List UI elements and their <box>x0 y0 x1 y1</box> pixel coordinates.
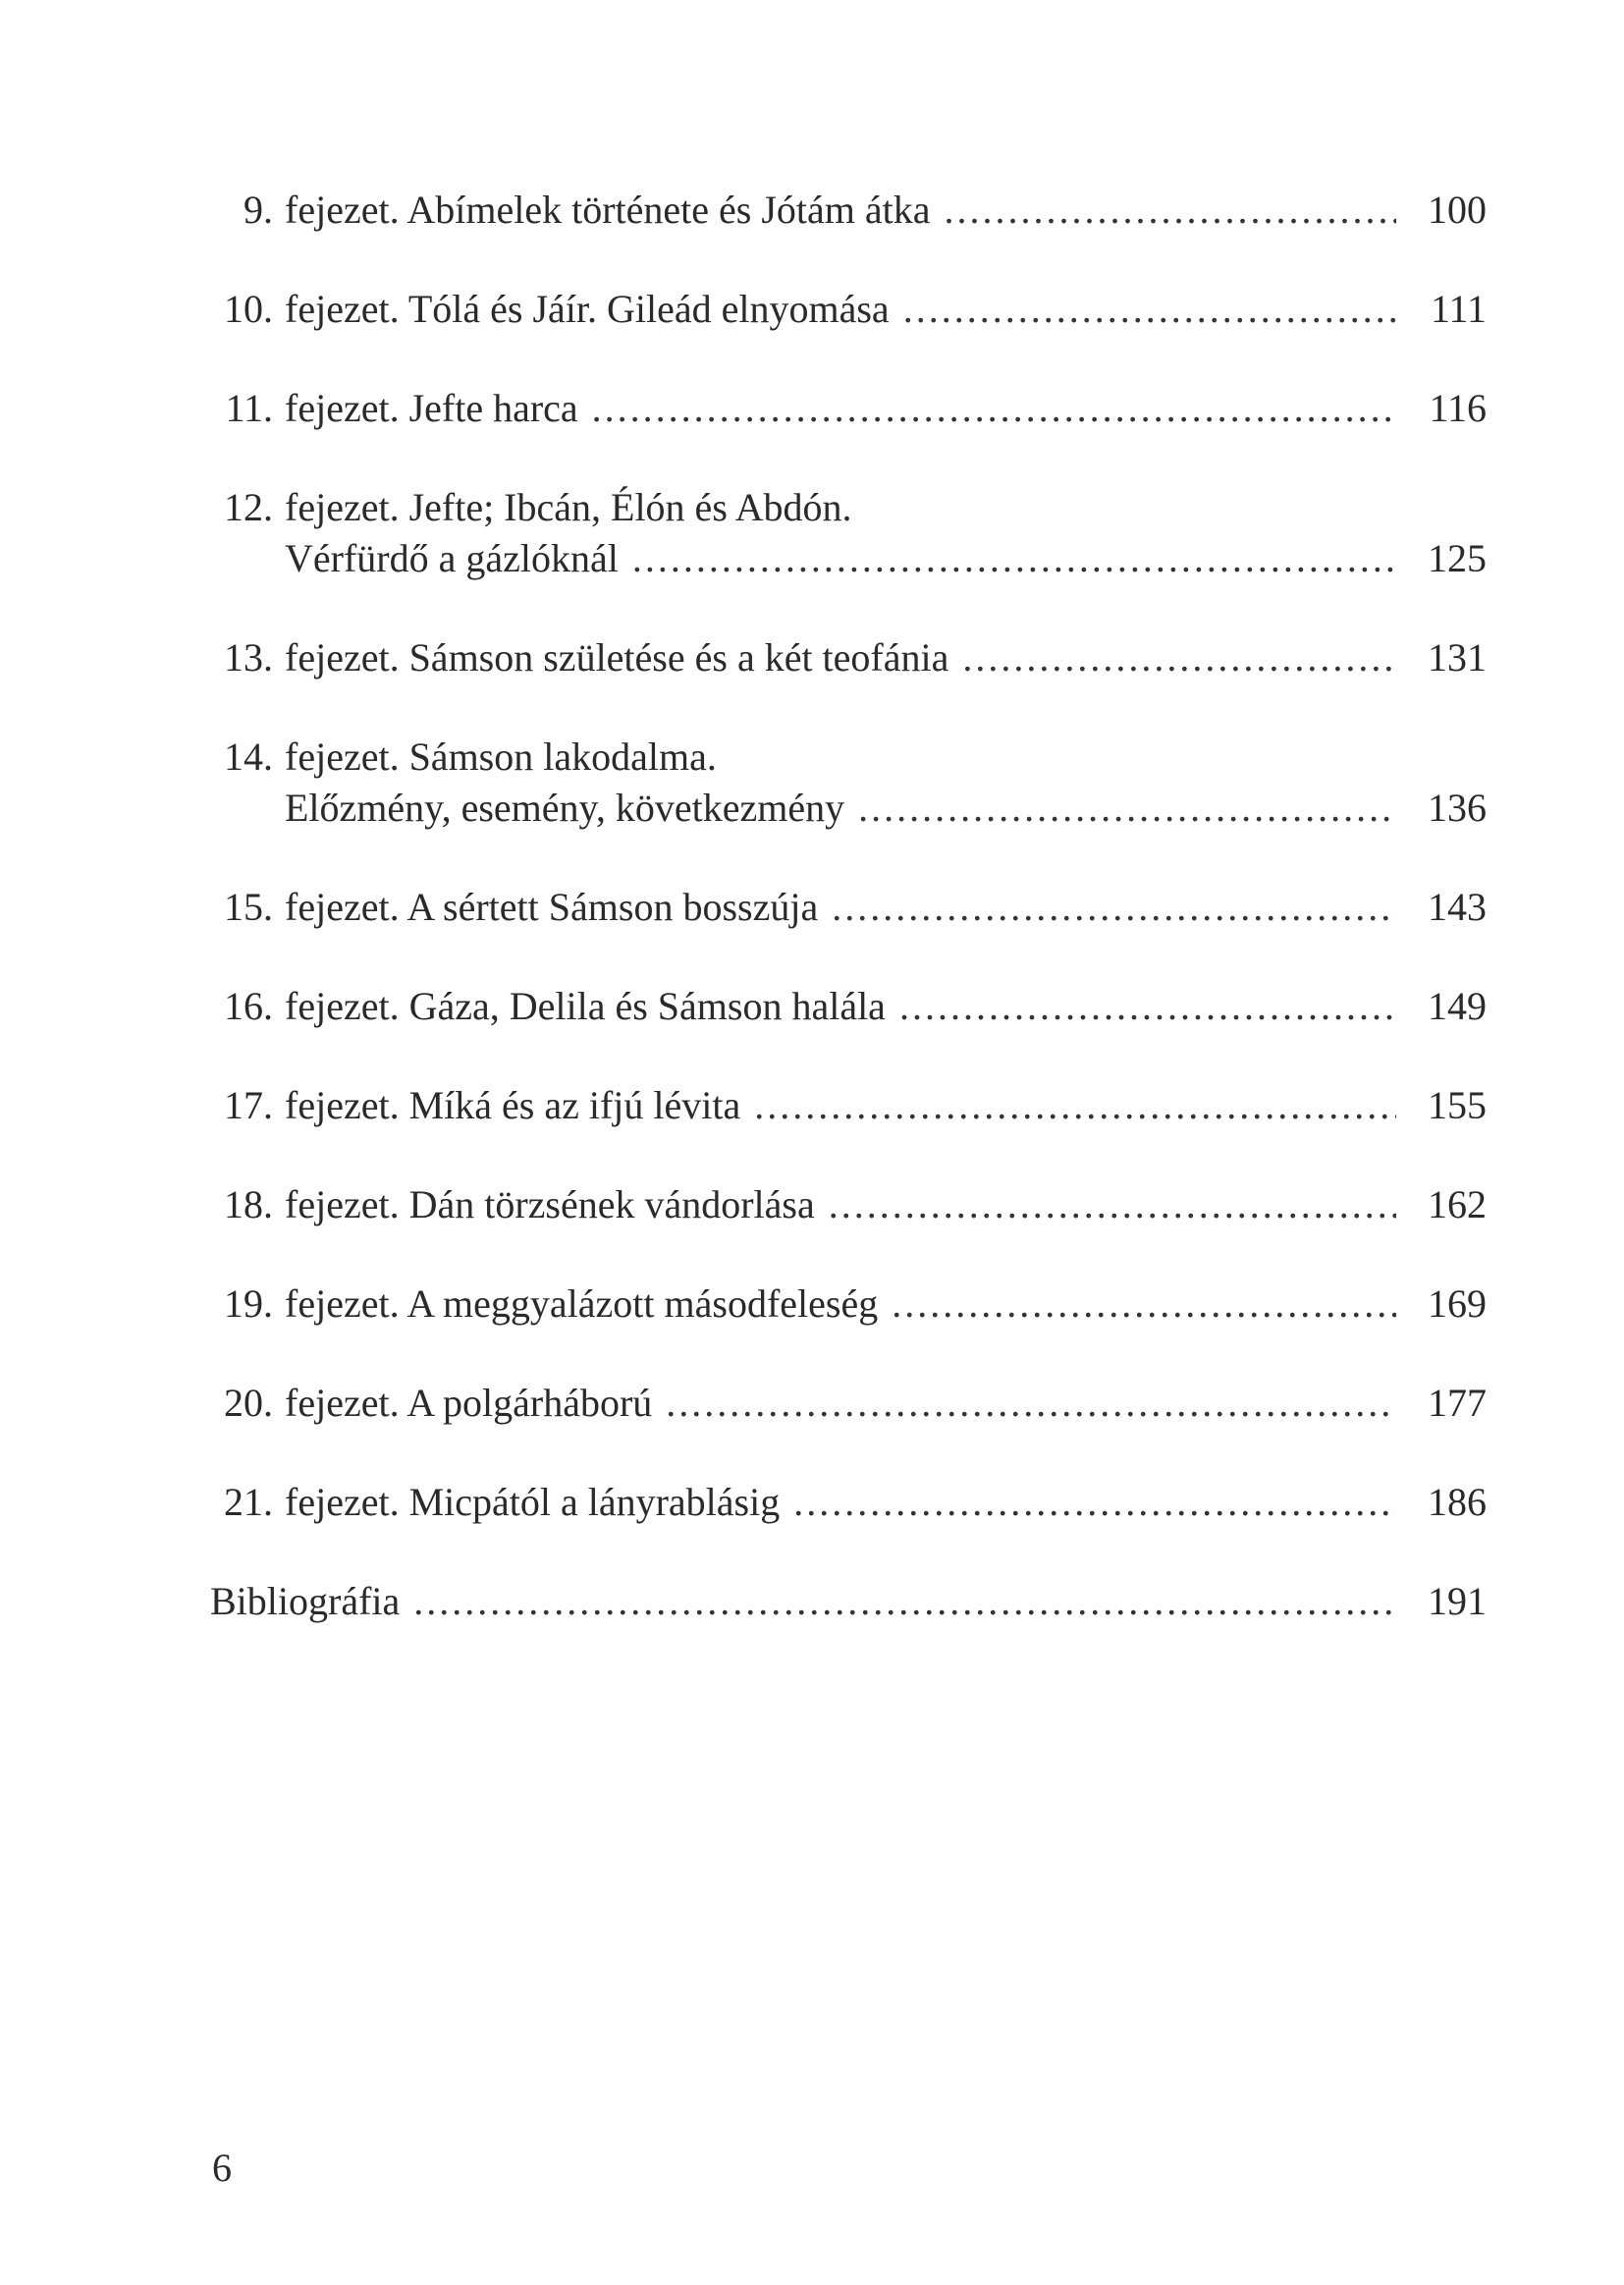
chapter-title: fejezet. Jefte harca <box>285 386 578 430</box>
chapter-number: 9. <box>244 188 273 232</box>
dot-leader <box>892 1279 1396 1330</box>
chapter-title: fejezet. Sámson lakodalma. <box>285 734 717 779</box>
page-number: 162 <box>1428 1182 1487 1226</box>
page-number: 125 <box>1428 536 1487 580</box>
chapter-number: 18. <box>224 1182 273 1226</box>
chapter-title: fejezet. Abímelek története és Jótám átka <box>285 188 931 232</box>
chapter-number: 14. <box>224 734 273 779</box>
toc-entry-14[interactable] <box>210 732 1487 834</box>
dot-leader <box>592 383 1396 434</box>
chapter-number: 20. <box>224 1381 273 1425</box>
chapter-number: 15. <box>224 885 273 929</box>
page-number: 111 <box>1430 287 1487 331</box>
page-number: 131 <box>1428 635 1487 680</box>
toc-entry-bibliography[interactable] <box>210 1576 1487 1627</box>
chapter-number: 19. <box>224 1281 273 1326</box>
page-number: 136 <box>1428 786 1487 830</box>
chapter-title: fejezet. A sértett Sámson bosszúja <box>285 885 819 929</box>
page-number: 155 <box>1428 1083 1487 1127</box>
chapter-title: fejezet. Tólá és Jáír. Gileád elnyomása <box>285 287 890 331</box>
chapter-title: fejezet. A meggyalázott másodfeleség <box>285 1281 879 1326</box>
chapter-title-continued: Előzmény, esemény, következmény <box>285 786 845 830</box>
page-number: 169 <box>1428 1281 1487 1326</box>
dot-leader <box>666 1378 1396 1429</box>
toc-entry-21[interactable] <box>210 1477 1487 1528</box>
dot-leader <box>962 632 1396 683</box>
chapter-title: fejezet. Sámson születése és a két teofánia <box>285 635 949 680</box>
chapter-number: 13. <box>224 635 273 680</box>
toc-entry-19[interactable] <box>210 1279 1487 1330</box>
chapter-title: fejezet. Míká és az ifjú lévita <box>285 1083 741 1127</box>
dot-leader <box>903 284 1396 335</box>
chapter-number: 21. <box>224 1480 273 1524</box>
page-number: 191 <box>1428 1579 1487 1623</box>
page-number: 143 <box>1428 885 1487 929</box>
chapter-title-continued: Vérfürdő a gázlóknál <box>285 536 619 580</box>
chapter-number: 10. <box>224 287 273 331</box>
dot-leader <box>899 981 1396 1032</box>
toc-entry-12[interactable] <box>210 482 1487 584</box>
page-folio-number: 6 <box>212 2146 232 2190</box>
toc-entry-18[interactable] <box>210 1179 1487 1230</box>
chapter-number: 17. <box>224 1083 273 1127</box>
dot-leader <box>754 1080 1396 1131</box>
toc-entry-16[interactable] <box>210 981 1487 1032</box>
section-title: Bibliográfia <box>210 1579 401 1623</box>
chapter-number: 11. <box>225 386 273 430</box>
chapter-number: 16. <box>224 984 273 1028</box>
chapter-title: fejezet. Micpától a lányrablásig <box>285 1480 781 1524</box>
toc-entry-20[interactable] <box>210 1378 1487 1429</box>
page-number: 177 <box>1428 1381 1487 1425</box>
page-number: 149 <box>1428 984 1487 1028</box>
toc-entry-11[interactable] <box>210 383 1487 434</box>
dot-leader <box>793 1477 1396 1528</box>
toc-entry-9[interactable] <box>210 185 1487 236</box>
dot-leader <box>829 1179 1396 1230</box>
page-number: 116 <box>1429 386 1487 430</box>
dot-leader <box>832 882 1396 933</box>
toc-entry-13[interactable] <box>210 632 1487 683</box>
page-number: 186 <box>1428 1480 1487 1524</box>
table-of-contents <box>210 185 1487 1675</box>
chapter-title: fejezet. A polgárháború <box>285 1381 653 1425</box>
dot-leader <box>632 533 1396 584</box>
toc-entry-17[interactable] <box>210 1080 1487 1131</box>
chapter-title: fejezet. Gáza, Delila és Sámson halála <box>285 984 886 1028</box>
page-number: 100 <box>1428 188 1487 232</box>
chapter-title: fejezet. Jefte; Ibcán, Élón és Abdón. <box>285 485 852 529</box>
dot-leader <box>858 783 1396 834</box>
chapter-title: fejezet. Dán törzsének vándorlása <box>285 1182 815 1226</box>
dot-leader <box>413 1576 1396 1627</box>
toc-entry-10[interactable] <box>210 284 1487 335</box>
dot-leader <box>945 185 1397 236</box>
toc-entry-15[interactable] <box>210 882 1487 933</box>
chapter-number: 12. <box>224 485 273 529</box>
